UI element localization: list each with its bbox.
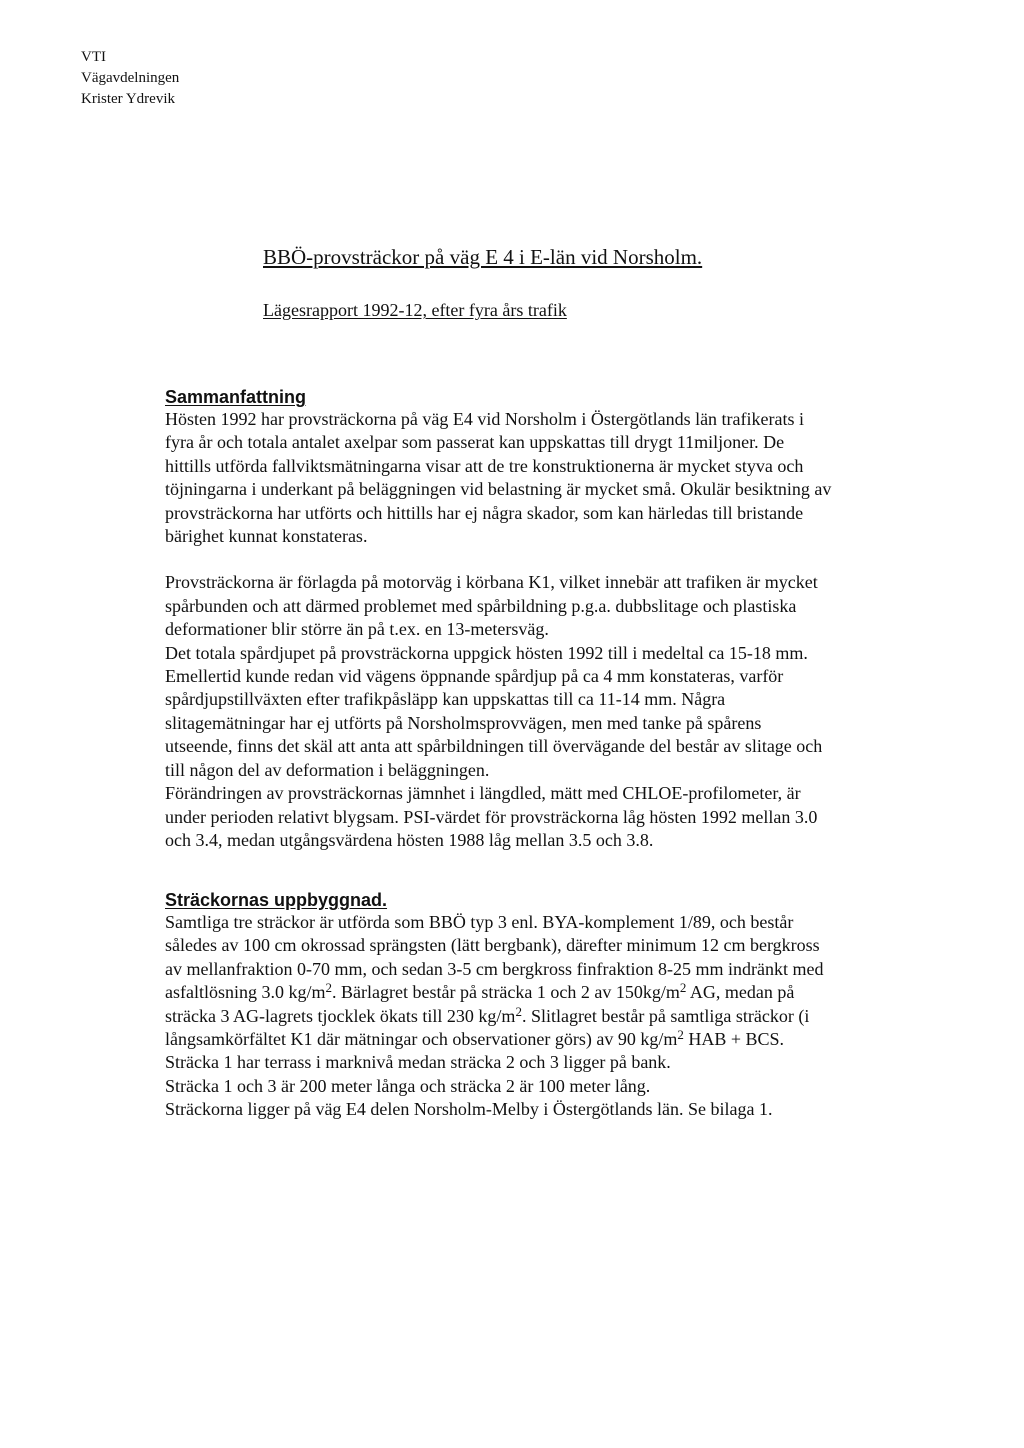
text-line: Förändringen av provsträckornas jämnhet i längdled, mätt med CHLOE-profilometer, är (165, 783, 801, 804)
summary-paragraph-1 (165, 408, 945, 548)
document-header (81, 47, 179, 110)
text-line (165, 981, 945, 1004)
text-fragment: asfaltlösning 3.0 kg/m (165, 982, 326, 1003)
text-line: under perioden relativt blygsam. PSI-värdet för provsträckorna låg hösten 1992 mellan 3.0 (165, 806, 818, 827)
text-line: Det totala spårdjupet på provsträckorna uppgick hösten 1992 till i medeltal ca 15-18 mm. (165, 642, 808, 663)
construction-section (165, 890, 945, 1122)
text-line: töjningarna i underkant på beläggningen vid belastning är mycket små. Okulär besiktning av (165, 479, 832, 500)
text-line: Sträcka 1 har terrass i marknivå medan sträcka 2 och 3 ligger på bank. (165, 1052, 671, 1073)
text-line: hittills utförda fallviktsmätningarna visar att de tre konstruktionerna är mycket styva och (165, 455, 804, 476)
text-fragment: . Bärlagret består på sträcka 1 och 2 av 150kg/m (332, 982, 680, 1003)
text-line: Sträcka 1 och 3 är 200 meter långa och sträcka 2 är 100 meter lång. (165, 1075, 651, 1096)
summary-heading: Sammanfattning (165, 387, 307, 407)
superscript: 2 (677, 1027, 684, 1043)
construction-paragraph (165, 911, 945, 1122)
superscript: 2 (679, 980, 687, 996)
text-line: fyra år och totala antalet axelpar som passerat kan uppskattas till drygt 11miljoner. De (165, 432, 785, 453)
author-name: Krister Ydrevik (81, 91, 175, 107)
text-fragment: AG, medan på (686, 982, 795, 1003)
text-fragment: HAB + BCS. (683, 1029, 785, 1050)
text-line: av mellanfraktion 0-70 mm, och sedan 3-5 cm bergkross finfraktion 8-25 mm indränkt med (165, 958, 824, 979)
text-fragment: . Slitlagret består på samtliga sträckor (i (521, 1005, 810, 1026)
text-line: Sträckorna ligger på väg E4 delen Norsholm-Melby i Östergötlands län. Se bilaga 1. (165, 1099, 773, 1120)
text-line: provsträckorna har utförts och hittills har ej några skador, som kan härledas till bristande (165, 502, 804, 523)
text-fragment: långsamkörfältet K1 där mätningar och observationer görs) av 90 kg/m (165, 1029, 678, 1050)
text-line: spårbunden och att därmed problemet med spårbildning p.g.a. dubbslitage och plastiska (165, 595, 797, 616)
text-line (165, 1005, 945, 1028)
document-subtitle: Lägesrapport 1992-12, efter fyra års trafik (263, 300, 567, 320)
document-title: BBÖ-provsträckor på väg E 4 i E-län vid Norsholm. (263, 245, 703, 269)
text-line: utseende, finns det skäl att anta att spårbildningen till övervägande del består av slitage och (165, 736, 823, 757)
text-line: således av 100 cm okrossad sprängsten (lätt bergbank), därefter minimum 12 cm bergkross (165, 935, 820, 956)
summary-paragraph-4 (165, 782, 945, 852)
text-fragment: sträcka 3 AG-lagrets tjocklek ökats till 230 kg/m (165, 1005, 516, 1026)
superscript: 2 (515, 1003, 522, 1019)
superscript: 2 (325, 980, 332, 996)
text-line: Hösten 1992 har provsträckorna på väg E4 vid Norsholm i Östergötlands län trafikerats i (165, 409, 805, 429)
text-line: Emellertid kunde redan vid vägens öppnande spårdjup på ca 4 mm konstateras, varför (165, 666, 784, 687)
text-line: och 3.4, medan utgångsvärdena hösten 1988 låg mellan 3.5 och 3.8. (165, 829, 654, 850)
text-line: bärighet kunnat konstateras. (165, 526, 368, 547)
org-name: VTI (81, 49, 106, 65)
text-line: deformationer blir större än på t.ex. en 13-metersväg. (165, 619, 549, 640)
text-line: spårdjupstillväxten efter trafikpåsläpp kan uppskattas till ca 11-14 mm. Några (165, 689, 726, 710)
summary-section (165, 387, 945, 852)
text-line: Samtliga tre sträckor är utförda som BBÖ typ 3 enl. BYA-komplement 1/89, och består (165, 912, 794, 932)
text-line (165, 1028, 945, 1051)
text-line: Provsträckorna är förlagda på motorväg i körbana K1, vilket innebär att trafiken är mycket (165, 572, 818, 593)
department-name: Vägavdelningen (81, 70, 180, 86)
summary-paragraph-3 (165, 642, 945, 782)
construction-heading: Sträckornas uppbyggnad. (165, 890, 388, 910)
text-line: till någon del av deformation i beläggningen. (165, 759, 490, 780)
text-line: slitagemätningar har ej utförts på Norsholmsprovvägen, men med tanke på spårens (165, 712, 762, 733)
summary-paragraph-2 (165, 571, 945, 641)
